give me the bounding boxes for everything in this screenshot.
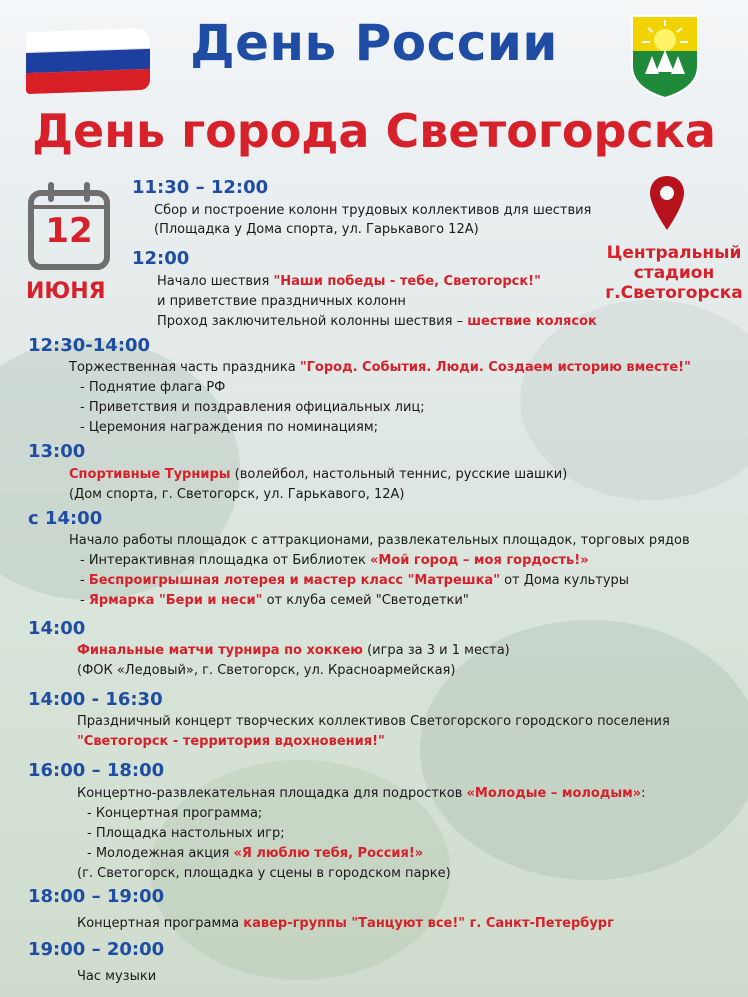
event-line: (Площадка у Дома спорта, ул. Гарькавого 12А) xyxy=(154,222,479,237)
page-title: День России xyxy=(190,14,558,72)
event-line: Сбор и построение колонн трудовых коллективов для шествия xyxy=(154,203,592,218)
event-line: - Церемония награждения по номинациям; xyxy=(80,420,379,435)
event-line: (Дом спорта, г. Светогорск, ул. Гарькавого, 12А) xyxy=(69,487,405,502)
event-line: - Концертная программа; xyxy=(87,806,263,821)
time-1200: 12:00 xyxy=(132,248,190,269)
event-line: (ФОК «Ледовый», г. Светогорск, ул. Красноармейская) xyxy=(77,663,456,678)
calendar-icon xyxy=(28,181,110,271)
event-line: Спортивные Турниры (волейбол, настольный теннис, русские шашки) xyxy=(69,467,568,482)
calendar-month: ИЮНЯ xyxy=(26,279,106,304)
event-line: "Светогорск - территория вдохновения!" xyxy=(77,734,385,749)
time-1300: 13:00 xyxy=(28,441,86,462)
event-line: - Беспроигрышная лотерея и мастер класс "Матрешка" от Дома культуры xyxy=(80,573,630,588)
calendar-day: 12 xyxy=(45,211,93,251)
event-line: Торжественная часть праздника "Город. События. Люди. Создаем историю вместе!" xyxy=(69,360,691,375)
event-line: и приветствие праздничных колонн xyxy=(157,294,406,309)
map-pin-icon xyxy=(648,174,686,232)
event-line: - Площадка настольных игр; xyxy=(87,826,285,841)
time-1400-1630: 14:00 - 16:30 xyxy=(28,689,163,710)
time-from-1400: с 14:00 xyxy=(28,508,103,529)
event-line: - Интерактивная площадка от Библиотек «Мой город – моя гордость!» xyxy=(80,553,589,568)
time-1230: 12:30-14:00 xyxy=(28,335,151,356)
event-line: - Поднятие флага РФ xyxy=(80,380,226,395)
event-line: - Молодежная акция «Я люблю тебя, Россия!» xyxy=(87,846,424,861)
page-subtitle: День города Светогорска xyxy=(32,104,716,158)
time-1400: 14:00 xyxy=(28,618,86,639)
event-line: - Приветствия и поздравления официальных лиц; xyxy=(80,400,425,415)
time-1800-1900: 18:00 – 19:00 xyxy=(28,886,165,907)
event-line: Концертно-развлекательная площадка для подростков «Молодые – молодым»: xyxy=(77,786,646,801)
event-line: Начало шествия "Наши победы - тебе, Светогорск!" xyxy=(157,274,541,289)
event-line: (г. Светогорск, площадка у сцены в городском парке) xyxy=(77,866,451,881)
time-1130: 11:30 – 12:00 xyxy=(132,177,269,198)
event-line: - Ярмарка "Бери и неси" от клуба семей "Светодетки" xyxy=(80,593,469,608)
event-line: Концертная программа кавер-группы "Танцуют все!" г. Санкт-Петербург xyxy=(77,916,614,931)
venue-label: Центральный стадион г.Светогорска xyxy=(605,243,743,303)
event-line: Начало работы площадок с аттракционами, развлекательных площадок, торговых рядов xyxy=(69,533,690,548)
event-line: Финальные матчи турнира по хоккею (игра за 3 и 1 места) xyxy=(77,643,510,658)
event-line: Праздничный концерт творческих коллективов Светогорского городского поселения xyxy=(77,714,670,729)
time-1900-2000: 19:00 – 20:00 xyxy=(28,939,165,960)
event-line: Час музыки xyxy=(77,969,157,984)
event-line: Проход заключительной колонны шествия – шествие колясок xyxy=(157,314,597,329)
time-1600-1800: 16:00 – 18:00 xyxy=(28,760,165,781)
